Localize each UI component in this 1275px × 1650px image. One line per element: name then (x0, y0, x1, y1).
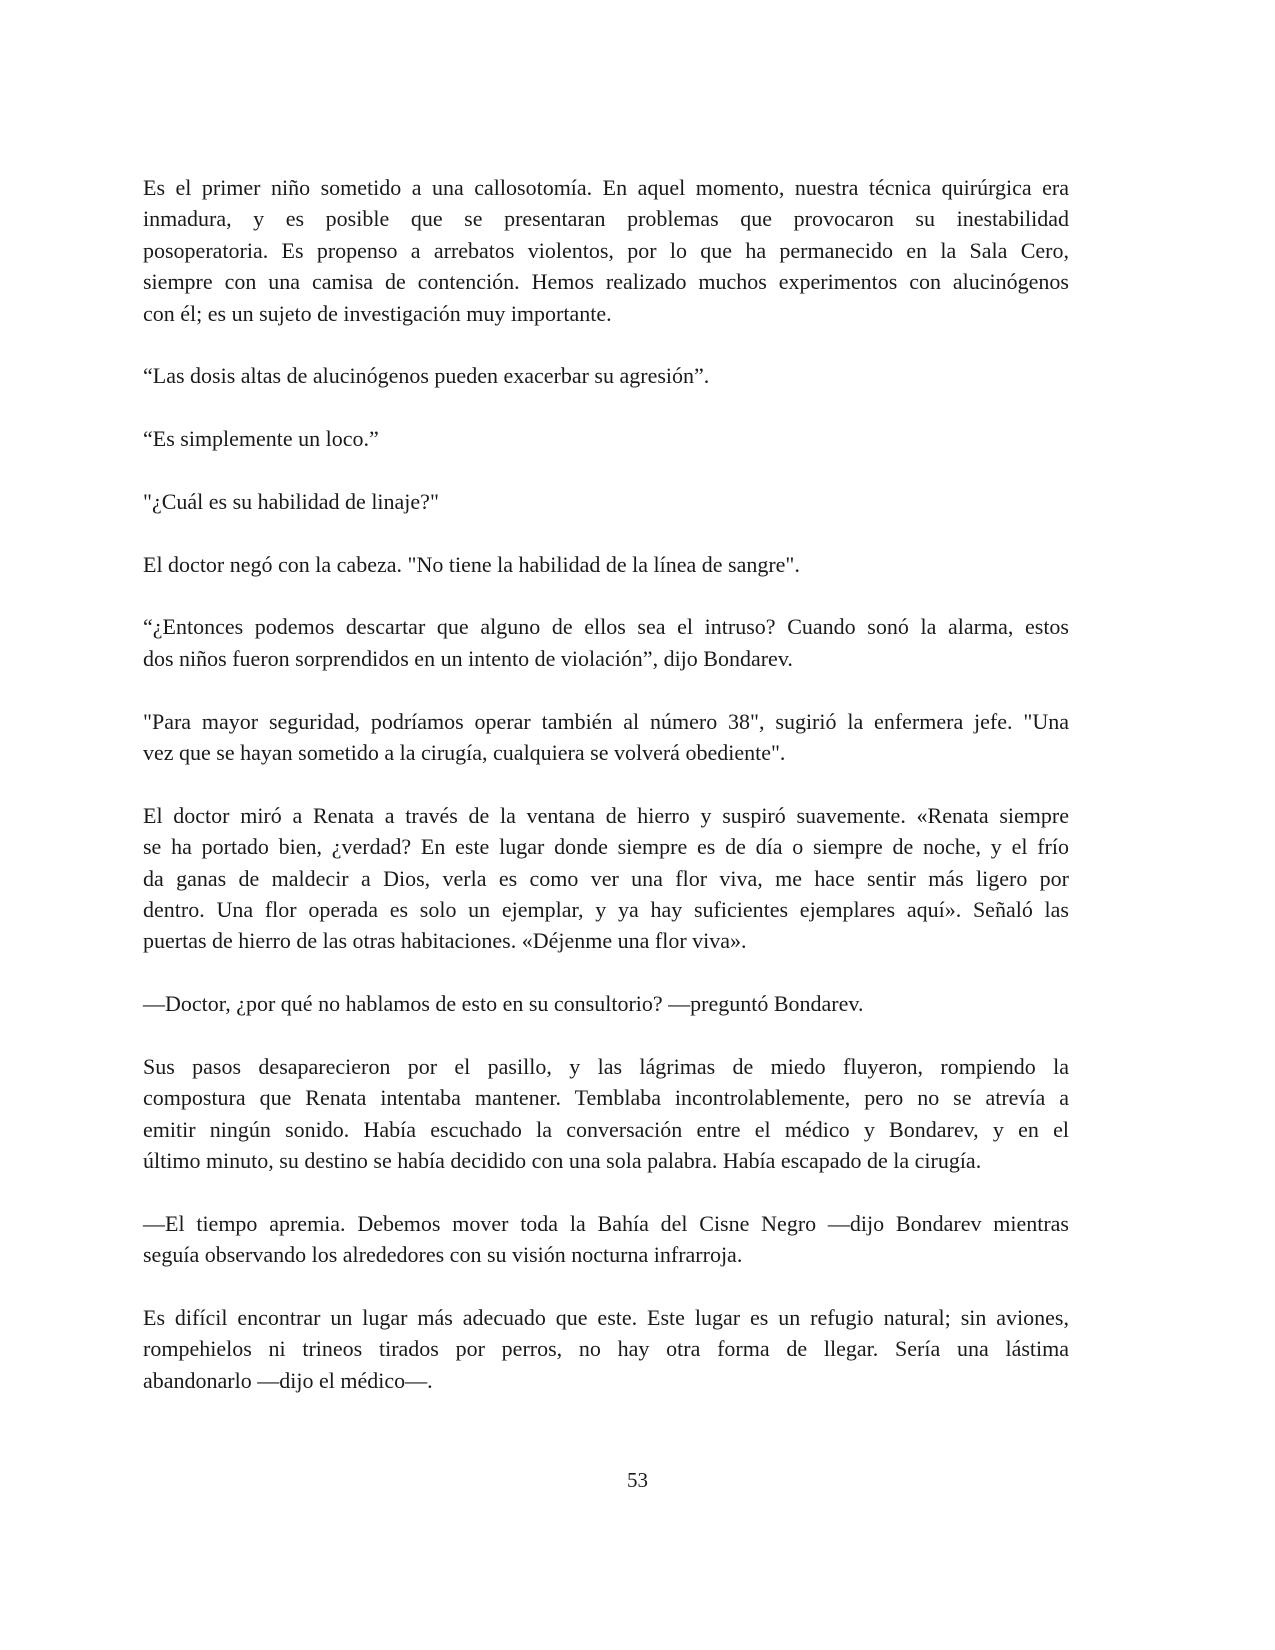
paragraph (143, 549, 1069, 580)
paragraph (143, 486, 1069, 517)
paragraph (143, 423, 1069, 454)
text-line: Es difícil encontrar un lugar más adecuado que este. Este lugar es un refugio natural; sin aviones, (143, 1305, 1069, 1331)
paragraph (143, 1051, 1069, 1177)
text-line: “Las dosis altas de alucinógenos pueden exacerbar su agresión”. (143, 363, 710, 389)
text-line: inmadura, y es posible que se presentaran problemas que provocaron su inestabilidad (143, 206, 1069, 232)
paragraph (143, 172, 1069, 329)
text-line: último minuto, su destino se había decidido con una sola palabra. Había escapado de la cirugía. (143, 1148, 982, 1174)
paragraph (143, 988, 1069, 1019)
text-line: Es el primer niño sometido a una callosotomía. En aquel momento, nuestra técnica quirúrgica era (143, 175, 1069, 200)
text-line: "¿Cuál es su habilidad de linaje?" (143, 488, 439, 514)
paragraph (143, 1208, 1069, 1271)
text-line: compostura que Renata intentaba mantener. Temblaba incontrolablemente, pero no se atrevía a (143, 1085, 1069, 1111)
text-line: emitir ningún sonido. Había escuchado la conversación entre el médico y Bondarev, y en el (143, 1116, 1069, 1142)
text-line: se ha portado bien, ¿verdad? En este lugar donde siempre es de día o siempre de noche, y el frío (143, 834, 1069, 860)
text-line: "Para mayor seguridad, podríamos operar también al número 38", sugirió la enfermera jefe. "Una (143, 708, 1069, 734)
text-line: posoperatoria. Es propenso a arrebatos violentos, por lo que ha permanecido en la Sala Cero, (143, 237, 1069, 263)
page-body (143, 172, 1069, 1428)
text-line: —El tiempo apremia. Debemos mover toda la Bahía del Cisne Negro —dijo Bondarev mientras (143, 1210, 1069, 1236)
text-line: rompehielos ni trineos tirados por perros, no hay otra forma de llegar. Sería una lástima (143, 1336, 1069, 1362)
page-number: 53 (627, 1468, 648, 1492)
text-line: siempre con una camisa de contención. Hemos realizado muchos experimentos con alucinógenos (143, 269, 1069, 295)
text-line: abandonarlo —dijo el médico—. (143, 1367, 433, 1393)
paragraph (143, 1302, 1069, 1396)
text-line: —Doctor, ¿por qué no hablamos de esto en su consultorio? —preguntó Bondarev. (143, 991, 864, 1017)
paragraph (143, 360, 1069, 391)
paragraph (143, 611, 1069, 674)
text-line: El doctor negó con la cabeza. "No tiene la habilidad de la línea de sangre". (143, 551, 800, 577)
text-line: dentro. Una flor operada es solo un ejemplar, y ya hay suficientes ejemplares aquí». Señaló las (143, 896, 1069, 922)
text-line: seguía observando los alrededores con su visión nocturna infrarroja. (143, 1242, 743, 1268)
text-line: El doctor miró a Renata a través de la ventana de hierro y suspiró suavemente. «Renata siempre (143, 802, 1069, 828)
text-line: con él; es un sujeto de investigación muy importante. (143, 300, 612, 326)
text-line: da ganas de maldecir a Dios, verla es como ver una flor viva, me hace sentir más ligero por (143, 865, 1069, 891)
text-line: vez que se hayan sometido a la cirugía, cualquiera se volverá obediente". (143, 740, 786, 766)
text-line: “Es simplemente un loco.” (143, 426, 379, 452)
paragraph (143, 800, 1069, 957)
text-line: puertas de hierro de las otras habitaciones. «Déjenme una flor viva». (143, 928, 747, 954)
text-line: dos niños fueron sorprendidos en un intento de violación”, dijo Bondarev. (143, 645, 793, 671)
text-line: Sus pasos desaparecieron por el pasillo, y las lágrimas de miedo fluyeron, rompiendo la (143, 1053, 1069, 1079)
text-line: “¿Entonces podemos descartar que alguno de ellos sea el intruso? Cuando sonó la alarma, estos (143, 614, 1069, 640)
paragraph (143, 706, 1069, 769)
